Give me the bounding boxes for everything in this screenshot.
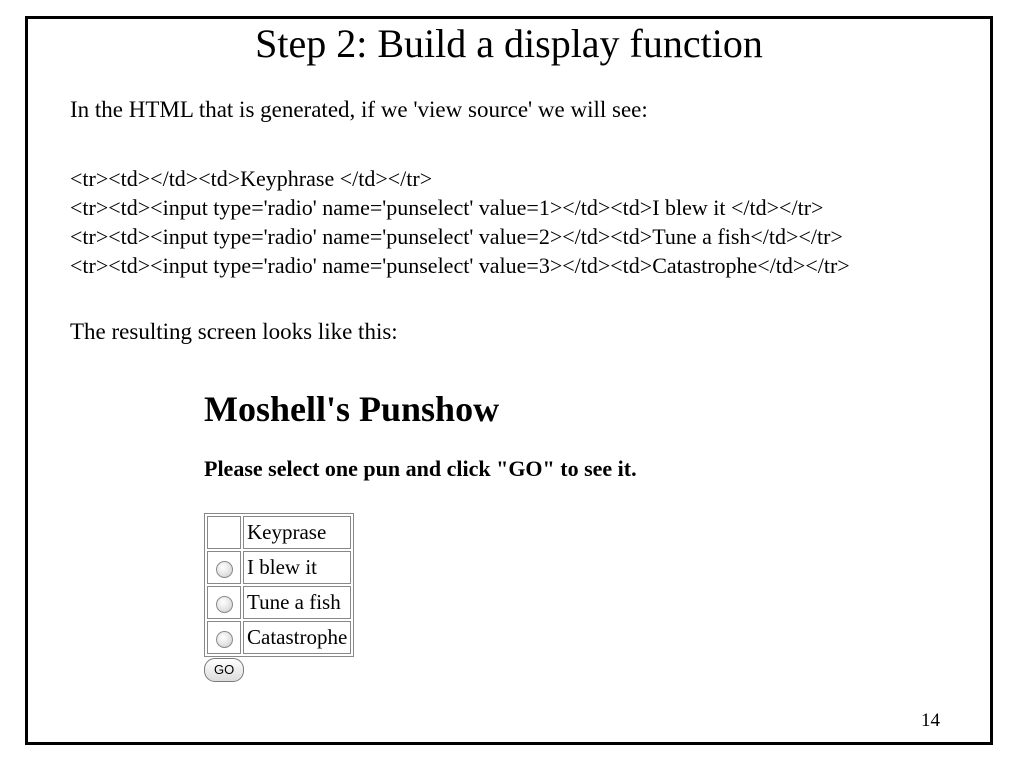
code-listing — [70, 164, 850, 280]
code-line: <tr><td></td><td>Keyphrase </td></tr> — [70, 166, 433, 191]
slide-title: Step 2: Build a display function — [255, 21, 763, 66]
empty-header-cell — [207, 516, 241, 549]
pun-table — [204, 513, 354, 657]
code-line: <tr><td><input type='radio' name='punselect' value=3></td><td>Catastrophe</td></tr> — [70, 253, 850, 278]
code-line: <tr><td><input type='radio' name='punselect' value=1></td><td>I blew it </td></tr> — [70, 195, 824, 220]
table-row — [207, 551, 351, 584]
table-header-keyprase: Keyprase — [243, 516, 351, 549]
punshow-title: Moshell's Punshow — [204, 389, 500, 429]
table-row — [207, 621, 351, 654]
punshow-screenshot — [204, 387, 784, 682]
table-row — [207, 516, 351, 549]
pun-label: Catastrophe — [243, 621, 351, 654]
table-row — [207, 586, 351, 619]
intro-text: In the HTML that is generated, if we 'view source' we will see: — [70, 97, 648, 122]
punshow-instruction: Please select one pun and click "GO" to see it. — [204, 456, 637, 481]
pun-label: Tune a fish — [243, 586, 351, 619]
go-button[interactable]: GO — [204, 658, 244, 682]
pun-label: I blew it — [243, 551, 351, 584]
slide — [25, 16, 993, 745]
page-number: 14 — [921, 710, 940, 731]
code-line: <tr><td><input type='radio' name='punselect' value=2></td><td>Tune a fish</td></tr> — [70, 224, 843, 249]
pun-radio-2[interactable] — [216, 596, 233, 613]
result-text: The resulting screen looks like this: — [70, 319, 398, 344]
pun-radio-3[interactable] — [216, 631, 233, 648]
pun-radio-1[interactable] — [216, 561, 233, 578]
